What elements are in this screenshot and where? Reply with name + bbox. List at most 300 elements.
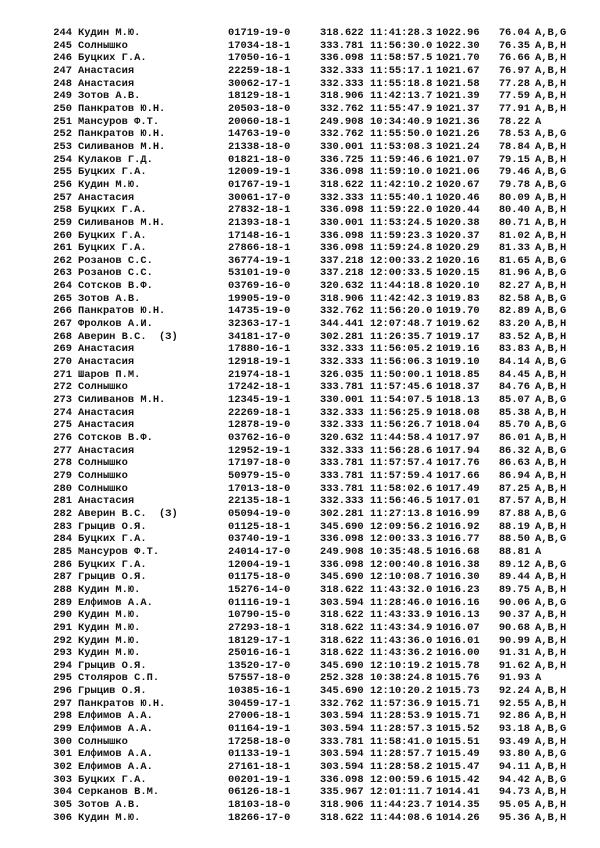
speed: 1016.38 bbox=[436, 558, 480, 571]
coefficient: 87.57 bbox=[498, 495, 530, 508]
table-row bbox=[48, 736, 600, 749]
owner-name: Грыцив О.Я. bbox=[78, 685, 147, 698]
speed: 1016.23 bbox=[436, 583, 480, 596]
table-row bbox=[48, 293, 600, 306]
coefficient: 76.66 bbox=[498, 52, 530, 65]
owner-name: Кудин М.Ю. bbox=[78, 178, 141, 191]
distance: 318.622 bbox=[320, 811, 364, 824]
place-number: 280 bbox=[53, 482, 72, 495]
table-row bbox=[48, 483, 600, 496]
distance: 332.333 bbox=[320, 77, 364, 90]
distance: 249.908 bbox=[320, 115, 364, 128]
speed: 1019.10 bbox=[436, 356, 480, 369]
owner-name: Панкратов Ю.Н. bbox=[78, 128, 166, 141]
place-number: 252 bbox=[53, 128, 72, 141]
table-row bbox=[48, 343, 600, 356]
place-number: 287 bbox=[53, 571, 72, 584]
owner-name: Буцких Г.А. bbox=[78, 773, 147, 786]
coefficient: 76.35 bbox=[498, 39, 530, 52]
coefficient: 81.65 bbox=[498, 254, 530, 267]
arrival-time: 11:28:46.0 bbox=[370, 596, 433, 609]
table-row bbox=[48, 470, 600, 483]
coefficient: 84.76 bbox=[498, 381, 530, 394]
owner-name: Грыцив О.Я. bbox=[78, 659, 147, 672]
speed: 1017.94 bbox=[436, 444, 480, 457]
distance: 332.333 bbox=[320, 191, 364, 204]
distance: 332.762 bbox=[320, 128, 364, 141]
owner-name: Анастасия bbox=[78, 444, 135, 457]
place-number: 264 bbox=[53, 280, 72, 293]
table-row bbox=[48, 533, 600, 546]
arrival-time: 11:44:23.7 bbox=[370, 799, 433, 812]
place-number: 296 bbox=[53, 685, 72, 698]
owner-name: Солнышко bbox=[78, 735, 128, 748]
arrival-time: 12:00:59.6 bbox=[370, 773, 433, 786]
distance: 336.098 bbox=[320, 558, 364, 571]
groups: A,B,H bbox=[535, 216, 567, 229]
ring-number: 17013-18-0 bbox=[228, 482, 291, 495]
arrival-time: 11:28:58.2 bbox=[370, 761, 433, 774]
groups: A,B,G bbox=[535, 267, 567, 280]
arrival-time: 11:50:00.1 bbox=[370, 368, 433, 381]
groups: A,B,G bbox=[535, 558, 567, 571]
table-row bbox=[48, 419, 600, 432]
place-number: 301 bbox=[53, 748, 72, 761]
arrival-time: 11:54:07.5 bbox=[370, 394, 433, 407]
place-number: 276 bbox=[53, 432, 72, 444]
distance: 337.218 bbox=[320, 254, 364, 267]
speed: 1017.01 bbox=[436, 495, 480, 508]
distance: 333.781 bbox=[320, 39, 364, 52]
groups: A,B,H bbox=[535, 621, 567, 634]
groups: A,B,H bbox=[535, 242, 567, 255]
distance: 318.906 bbox=[320, 799, 364, 812]
table-row bbox=[48, 305, 600, 318]
arrival-time: 11:44:58.4 bbox=[370, 432, 433, 444]
arrival-time: 11:56:05.2 bbox=[370, 343, 433, 356]
table-row bbox=[48, 660, 600, 673]
distance: 318.622 bbox=[320, 621, 364, 634]
arrival-time: 11:56:25.9 bbox=[370, 406, 433, 419]
owner-name: Серканов В.М. bbox=[78, 786, 160, 799]
distance: 332.762 bbox=[320, 102, 364, 115]
place-number: 248 bbox=[53, 77, 72, 90]
speed: 1017.66 bbox=[436, 469, 480, 482]
ring-number: 01821-18-0 bbox=[228, 153, 291, 166]
distance: 336.098 bbox=[320, 229, 364, 242]
owner-name: Анастасия bbox=[78, 406, 135, 419]
owner-name: Анастасия bbox=[78, 77, 135, 90]
speed: 1015.76 bbox=[436, 672, 480, 685]
arrival-time: 10:34:40.9 bbox=[370, 115, 433, 128]
arrival-time: 11:43:36.0 bbox=[370, 634, 433, 647]
table-row bbox=[48, 457, 600, 470]
coefficient: 92.24 bbox=[498, 685, 530, 698]
ring-number: 27161-18-1 bbox=[228, 761, 291, 774]
ring-number: 17148-16-1 bbox=[228, 229, 291, 242]
owner-name: Солнышко bbox=[78, 39, 128, 52]
groups: A,B,H bbox=[535, 799, 567, 812]
table-row bbox=[48, 128, 600, 141]
arrival-time: 11:57:59.4 bbox=[370, 469, 433, 482]
table-row bbox=[48, 672, 600, 685]
arrival-time: 11:57:45.6 bbox=[370, 381, 433, 394]
table-row bbox=[48, 786, 600, 799]
speed: 1020.15 bbox=[436, 267, 480, 280]
place-number: 300 bbox=[53, 735, 72, 748]
distance: 318.622 bbox=[320, 178, 364, 191]
place-number: 263 bbox=[53, 267, 72, 280]
groups: A,B,H bbox=[535, 39, 567, 52]
coefficient: 89.12 bbox=[498, 558, 530, 571]
table-row bbox=[48, 685, 600, 698]
arrival-time: 11:26:35.7 bbox=[370, 330, 433, 343]
distance: 336.098 bbox=[320, 242, 364, 255]
table-row bbox=[48, 318, 600, 331]
groups: A,B,G bbox=[535, 166, 567, 179]
speed: 1016.99 bbox=[436, 507, 480, 520]
place-number: 267 bbox=[53, 318, 72, 331]
speed: 1016.01 bbox=[436, 634, 480, 647]
coefficient: 87.25 bbox=[498, 482, 530, 495]
place-number: 291 bbox=[53, 621, 72, 634]
owner-name: Солнышко bbox=[78, 381, 128, 394]
table-row bbox=[48, 559, 600, 572]
groups: A,B,H bbox=[535, 191, 567, 204]
coefficient: 81.33 bbox=[498, 242, 530, 255]
distance: 345.690 bbox=[320, 520, 364, 533]
speed: 1021.39 bbox=[436, 90, 480, 103]
speed: 1018.13 bbox=[436, 394, 480, 407]
coefficient: 82.27 bbox=[498, 280, 530, 293]
coefficient: 77.59 bbox=[498, 90, 530, 103]
coefficient: 80.71 bbox=[498, 216, 530, 229]
distance: 344.441 bbox=[320, 318, 364, 331]
place-number: 262 bbox=[53, 254, 72, 267]
coefficient: 91.62 bbox=[498, 659, 530, 672]
distance: 336.098 bbox=[320, 533, 364, 546]
ring-number: 30062-17-1 bbox=[228, 77, 291, 90]
groups: A,B,H bbox=[535, 368, 567, 381]
place-number: 295 bbox=[53, 672, 72, 685]
table-row bbox=[48, 381, 600, 394]
distance: 252.328 bbox=[320, 672, 364, 685]
coefficient: 88.50 bbox=[498, 533, 530, 546]
distance: 318.622 bbox=[320, 583, 364, 596]
coefficient: 90.68 bbox=[498, 621, 530, 634]
ring-number: 17034-18-1 bbox=[228, 39, 291, 52]
arrival-time: 11:56:30.0 bbox=[370, 39, 433, 52]
coefficient: 83.83 bbox=[498, 343, 530, 356]
ring-number: 50979-15-0 bbox=[228, 469, 291, 482]
place-number: 257 bbox=[53, 191, 72, 204]
groups: A,B,H bbox=[535, 343, 567, 356]
ring-number: 00201-19-1 bbox=[228, 773, 291, 786]
arrival-time: 11:56:46.5 bbox=[370, 495, 433, 508]
speed: 1021.24 bbox=[436, 140, 480, 153]
place-number: 288 bbox=[53, 583, 72, 596]
coefficient: 88.81 bbox=[498, 545, 530, 558]
groups: A,B,G bbox=[535, 723, 567, 736]
arrival-time: 11:41:28.3 bbox=[370, 27, 433, 39]
speed: 1021.26 bbox=[436, 128, 480, 141]
owner-name: Елфимов А.А. bbox=[78, 748, 153, 761]
owner-name: Буцких Г.А. bbox=[78, 204, 147, 217]
table-row bbox=[48, 192, 600, 205]
arrival-time: 11:55:50.0 bbox=[370, 128, 433, 141]
groups: A,B,H bbox=[535, 204, 567, 217]
coefficient: 92.86 bbox=[498, 710, 530, 723]
distance: 333.781 bbox=[320, 457, 364, 470]
ring-number: 17050-16-1 bbox=[228, 52, 291, 65]
groups: A,B,H bbox=[535, 330, 567, 343]
owner-name: Столяров С.П. bbox=[78, 672, 160, 685]
distance: 337.218 bbox=[320, 267, 364, 280]
distance: 336.725 bbox=[320, 153, 364, 166]
owner-name: Анастасия bbox=[78, 419, 135, 432]
place-number: 289 bbox=[53, 596, 72, 609]
speed: 1015.52 bbox=[436, 723, 480, 736]
speed: 1016.68 bbox=[436, 545, 480, 558]
groups: A bbox=[535, 115, 542, 128]
groups: A,B,G bbox=[535, 773, 567, 786]
speed: 1014.26 bbox=[436, 811, 480, 824]
groups: A,B,H bbox=[535, 140, 567, 153]
place-number: 302 bbox=[53, 761, 72, 774]
owner-name: Розанов С.С. bbox=[78, 254, 153, 267]
distance: 326.035 bbox=[320, 368, 364, 381]
place-number: 245 bbox=[53, 39, 72, 52]
distance: 318.906 bbox=[320, 90, 364, 103]
coefficient: 78.84 bbox=[498, 140, 530, 153]
ring-number: 21338-18-0 bbox=[228, 140, 291, 153]
speed: 1015.42 bbox=[436, 773, 480, 786]
place-number: 250 bbox=[53, 102, 72, 115]
distance: 332.333 bbox=[320, 343, 364, 356]
coefficient: 84.14 bbox=[498, 356, 530, 369]
table-row bbox=[48, 635, 600, 648]
table-row bbox=[48, 521, 600, 534]
distance: 332.333 bbox=[320, 64, 364, 77]
table-row bbox=[48, 369, 600, 382]
speed: 1016.92 bbox=[436, 520, 480, 533]
coefficient: 81.02 bbox=[498, 229, 530, 242]
speed: 1021.37 bbox=[436, 102, 480, 115]
ring-number: 05094-19-0 bbox=[228, 507, 291, 520]
arrival-time: 12:10:08.7 bbox=[370, 571, 433, 584]
table-row bbox=[48, 407, 600, 420]
coefficient: 84.45 bbox=[498, 368, 530, 381]
distance: 330.001 bbox=[320, 140, 364, 153]
table-row bbox=[48, 230, 600, 243]
distance: 336.098 bbox=[320, 773, 364, 786]
ring-number: 01125-18-1 bbox=[228, 520, 291, 533]
distance: 318.906 bbox=[320, 292, 364, 305]
groups: A,B,H bbox=[535, 64, 567, 77]
table-row bbox=[48, 748, 600, 761]
ring-number: 27293-18-1 bbox=[228, 621, 291, 634]
place-number: 258 bbox=[53, 204, 72, 217]
arrival-time: 11:57:36.9 bbox=[370, 697, 433, 710]
table-row bbox=[48, 255, 600, 268]
table-row bbox=[48, 103, 600, 116]
table-row bbox=[48, 27, 600, 40]
speed: 1020.10 bbox=[436, 280, 480, 293]
place-number: 255 bbox=[53, 166, 72, 179]
distance: 335.967 bbox=[320, 786, 364, 799]
arrival-time: 11:55:47.9 bbox=[370, 102, 433, 115]
owner-name: Розанов С.С. bbox=[78, 267, 153, 280]
place-number: 251 bbox=[53, 115, 72, 128]
speed: 1020.46 bbox=[436, 191, 480, 204]
speed: 1020.44 bbox=[436, 204, 480, 217]
owner-name: Кудин М.Ю. bbox=[78, 634, 141, 647]
groups: A,B,H bbox=[535, 469, 567, 482]
table-row bbox=[48, 432, 600, 445]
speed: 1021.06 bbox=[436, 166, 480, 179]
coefficient: 93.49 bbox=[498, 735, 530, 748]
owner-name: Грыцив О.Я. bbox=[78, 520, 147, 533]
speed: 1015.47 bbox=[436, 761, 480, 774]
coefficient: 78.53 bbox=[498, 128, 530, 141]
coefficient: 91.93 bbox=[498, 672, 530, 685]
distance: 333.781 bbox=[320, 482, 364, 495]
ring-number: 18266-17-0 bbox=[228, 811, 291, 824]
owner-name: Буцких Г.А. bbox=[78, 166, 147, 179]
speed: 1015.78 bbox=[436, 659, 480, 672]
owner-name: Анастасия bbox=[78, 495, 135, 508]
ring-number: 12918-19-1 bbox=[228, 356, 291, 369]
speed: 1019.70 bbox=[436, 305, 480, 318]
ring-number: 24014-17-0 bbox=[228, 545, 291, 558]
place-number: 277 bbox=[53, 444, 72, 457]
place-number: 298 bbox=[53, 710, 72, 723]
ring-number: 17258-18-0 bbox=[228, 735, 291, 748]
ring-number: 12878-19-0 bbox=[228, 419, 291, 432]
table-row bbox=[48, 242, 600, 255]
groups: A,B,H bbox=[535, 634, 567, 647]
arrival-time: 12:10:20.2 bbox=[370, 685, 433, 698]
speed: 1018.85 bbox=[436, 368, 480, 381]
distance: 345.690 bbox=[320, 685, 364, 698]
ring-number: 30061-17-0 bbox=[228, 191, 291, 204]
arrival-time: 11:42:42.3 bbox=[370, 292, 433, 305]
distance: 330.001 bbox=[320, 216, 364, 229]
place-number: 272 bbox=[53, 381, 72, 394]
owner-name: Силиванов М.Н. bbox=[78, 394, 166, 407]
coefficient: 76.97 bbox=[498, 64, 530, 77]
groups: A,B,G bbox=[535, 356, 567, 369]
owner-name: Силиванов М.Н. bbox=[78, 216, 166, 229]
coefficient: 83.20 bbox=[498, 318, 530, 331]
owner-name: Буцких Г.А. bbox=[78, 229, 147, 242]
place-number: 265 bbox=[53, 292, 72, 305]
coefficient: 92.55 bbox=[498, 697, 530, 710]
ring-number: 01767-19-1 bbox=[228, 178, 291, 191]
coefficient: 77.28 bbox=[498, 77, 530, 90]
table-row bbox=[48, 710, 600, 723]
results-table bbox=[48, 27, 600, 824]
table-row bbox=[48, 546, 600, 559]
place-number: 247 bbox=[53, 64, 72, 77]
ring-number: 18103-18-0 bbox=[228, 799, 291, 812]
groups: A,B,G bbox=[535, 748, 567, 761]
table-row bbox=[48, 812, 600, 825]
owner-name: Буцких Г.А. bbox=[78, 52, 147, 65]
owner-name: Буцких Г.А. bbox=[78, 558, 147, 571]
place-number: 299 bbox=[53, 723, 72, 736]
ring-number: 53101-19-0 bbox=[228, 267, 291, 280]
ring-number: 27866-18-1 bbox=[228, 242, 291, 255]
ring-number: 01164-19-1 bbox=[228, 723, 291, 736]
speed: 1019.16 bbox=[436, 343, 480, 356]
arrival-time: 11:44:08.6 bbox=[370, 811, 433, 824]
arrival-time: 11:53:24.5 bbox=[370, 216, 433, 229]
ring-number: 12009-19-1 bbox=[228, 166, 291, 179]
ring-number: 21393-18-1 bbox=[228, 216, 291, 229]
table-row bbox=[48, 597, 600, 610]
groups: A,B,H bbox=[535, 229, 567, 242]
table-row bbox=[48, 65, 600, 78]
distance: 249.908 bbox=[320, 545, 364, 558]
owner-name: Кудин М.Ю. bbox=[78, 811, 141, 824]
coefficient: 78.22 bbox=[498, 115, 530, 128]
table-row bbox=[48, 356, 600, 369]
speed: 1018.37 bbox=[436, 381, 480, 394]
groups: A,B,G bbox=[535, 507, 567, 520]
table-row bbox=[48, 280, 600, 293]
place-number: 266 bbox=[53, 305, 72, 318]
distance: 303.594 bbox=[320, 748, 364, 761]
coefficient: 85.38 bbox=[498, 406, 530, 419]
groups: A,B,H bbox=[535, 710, 567, 723]
groups: A bbox=[535, 545, 542, 558]
arrival-time: 11:42:10.2 bbox=[370, 178, 433, 191]
groups: A,B,H bbox=[535, 77, 567, 90]
speed: 1015.71 bbox=[436, 710, 480, 723]
owner-name: Панкратов Ю.Н. bbox=[78, 697, 166, 710]
groups: A,B,G bbox=[535, 533, 567, 546]
distance: 332.333 bbox=[320, 406, 364, 419]
ring-number: 12345-19-1 bbox=[228, 394, 291, 407]
coefficient: 87.88 bbox=[498, 507, 530, 520]
owner-name: Мансуров Ф.Т. bbox=[78, 545, 160, 558]
owner-name: Кудин М.Ю. bbox=[78, 609, 141, 622]
place-number: 273 bbox=[53, 394, 72, 407]
distance: 336.098 bbox=[320, 204, 364, 217]
ring-number: 10790-15-0 bbox=[228, 609, 291, 622]
owner-name: Панкратов Ю.Н. bbox=[78, 102, 166, 115]
arrival-time: 11:56:20.0 bbox=[370, 305, 433, 318]
owner-name: Фролков А.И. bbox=[78, 318, 153, 331]
arrival-time: 12:01:11.7 bbox=[370, 786, 433, 799]
table-row bbox=[48, 723, 600, 736]
place-number: 281 bbox=[53, 495, 72, 508]
groups: A,B,H bbox=[535, 457, 567, 470]
arrival-time: 11:53:08.3 bbox=[370, 140, 433, 153]
table-row bbox=[48, 508, 600, 521]
ring-number: 06126-18-1 bbox=[228, 786, 291, 799]
owner-name: Буцких Г.А. bbox=[78, 533, 147, 546]
ring-number: 15276-14-0 bbox=[228, 583, 291, 596]
ring-number: 01133-19-1 bbox=[228, 748, 291, 761]
arrival-time: 11:58:02.6 bbox=[370, 482, 433, 495]
table-row bbox=[48, 116, 600, 129]
speed: 1022.30 bbox=[436, 39, 480, 52]
place-number: 293 bbox=[53, 647, 72, 660]
place-number: 249 bbox=[53, 90, 72, 103]
place-number: 246 bbox=[53, 52, 72, 65]
